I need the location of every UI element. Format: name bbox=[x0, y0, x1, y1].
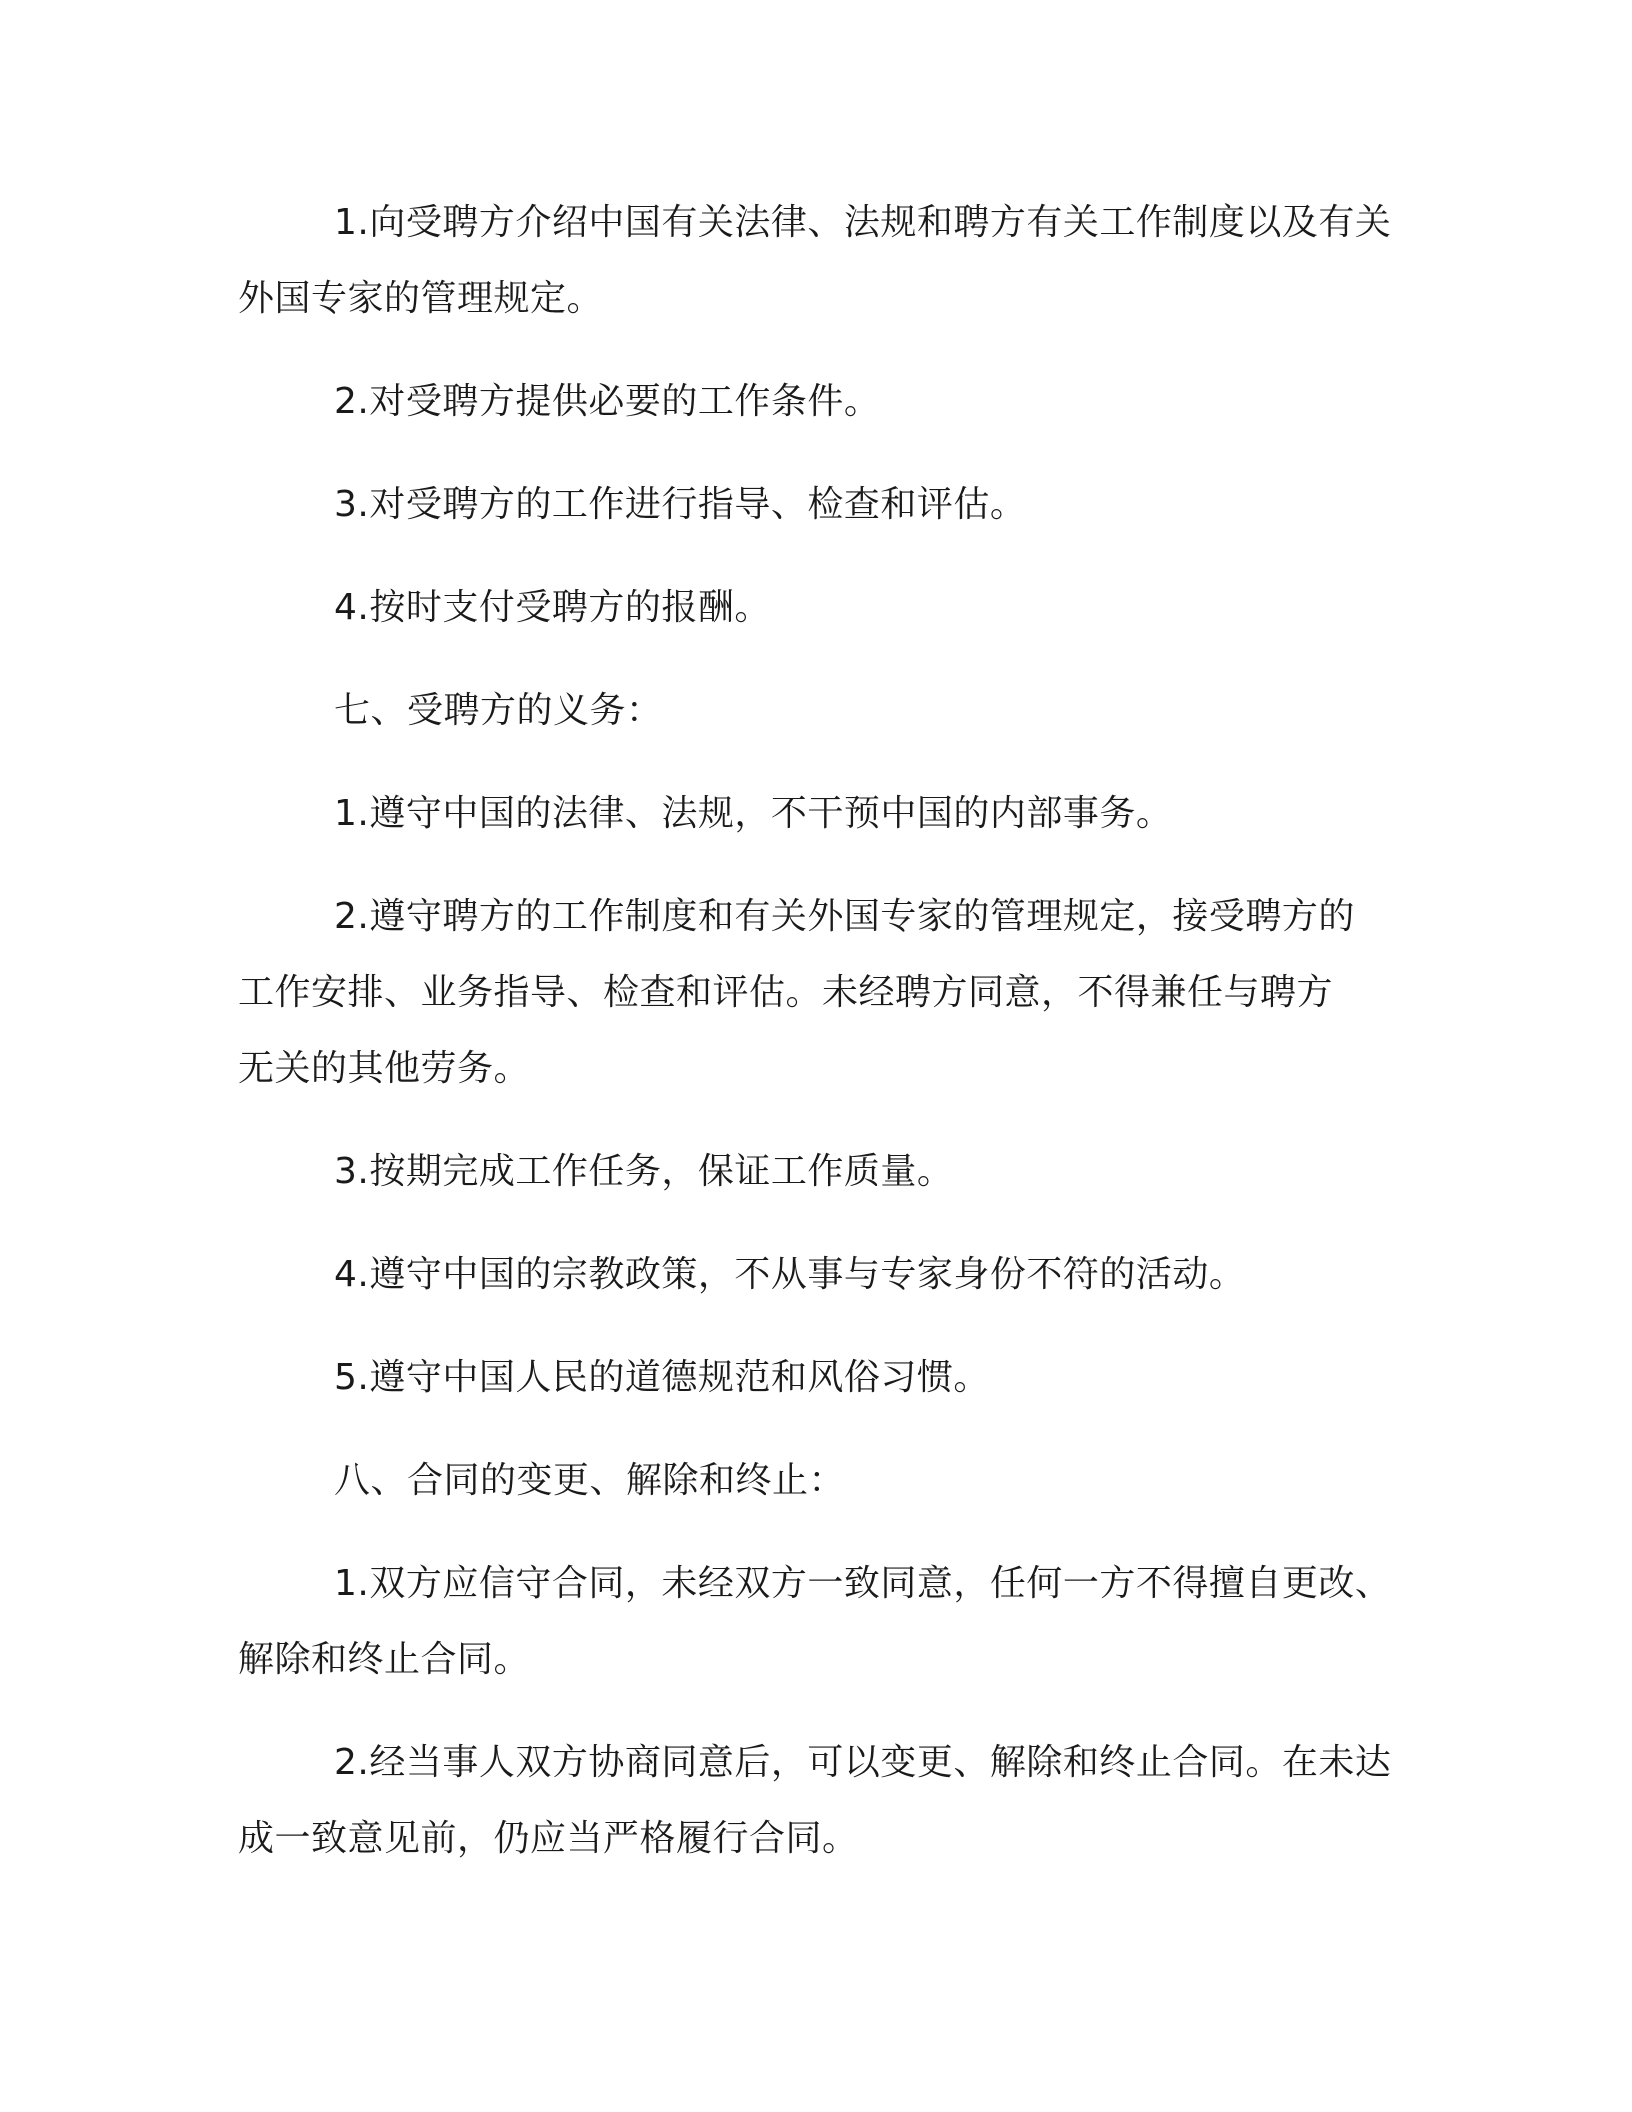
paragraph-employee-obligation-1: 1.遵守中国的法律、法规，不干预中国的内部事务。 bbox=[334, 793, 1173, 834]
paragraph-employee-obligation-3: 3.按期完成工作任务，保证工作质量。 bbox=[334, 1151, 954, 1192]
paragraph-contract-change-2: 2.经当事人双方协商同意后，可以变更、解除和终止合同。在未达成一致意见前，仍应当严格履行合同。 bbox=[238, 1742, 1392, 1859]
section-heading-contract-changes: 八、合同的变更、解除和终止： bbox=[334, 1460, 846, 1501]
document-body bbox=[238, 185, 1408, 1904]
paragraph-employer-duty-2: 2.对受聘方提供必要的工作条件。 bbox=[334, 381, 881, 422]
section-heading-employee-obligations: 七、受聘方的义务： bbox=[334, 690, 663, 731]
paragraph-employee-obligation-4: 4.遵守中国的宗教政策，不从事与专家身份不符的活动。 bbox=[334, 1254, 1246, 1295]
paragraph-employee-obligation-5: 5.遵守中国人民的道德规范和风俗习惯。 bbox=[334, 1357, 990, 1398]
paragraph-employee-obligation-2: 2.遵守聘方的工作制度和有关外国专家的管理规定，接受聘方的工作安排、业务指导、检查和评估。未经聘方同意，不得兼任与聘方无关的其他劳务。 bbox=[238, 896, 1355, 1089]
paragraph-employer-duty-1: 1.向受聘方介绍中国有关法律、法规和聘方有关工作制度以及有关外国专家的管理规定。 bbox=[238, 202, 1392, 319]
paragraph-contract-change-1: 1.双方应信守合同，未经双方一致同意，任何一方不得擅自更改、解除和终止合同。 bbox=[238, 1563, 1392, 1680]
paragraph-employer-duty-4: 4.按时支付受聘方的报酬。 bbox=[334, 587, 771, 628]
paragraph-employer-duty-3: 3.对受聘方的工作进行指导、检查和评估。 bbox=[334, 484, 1027, 525]
